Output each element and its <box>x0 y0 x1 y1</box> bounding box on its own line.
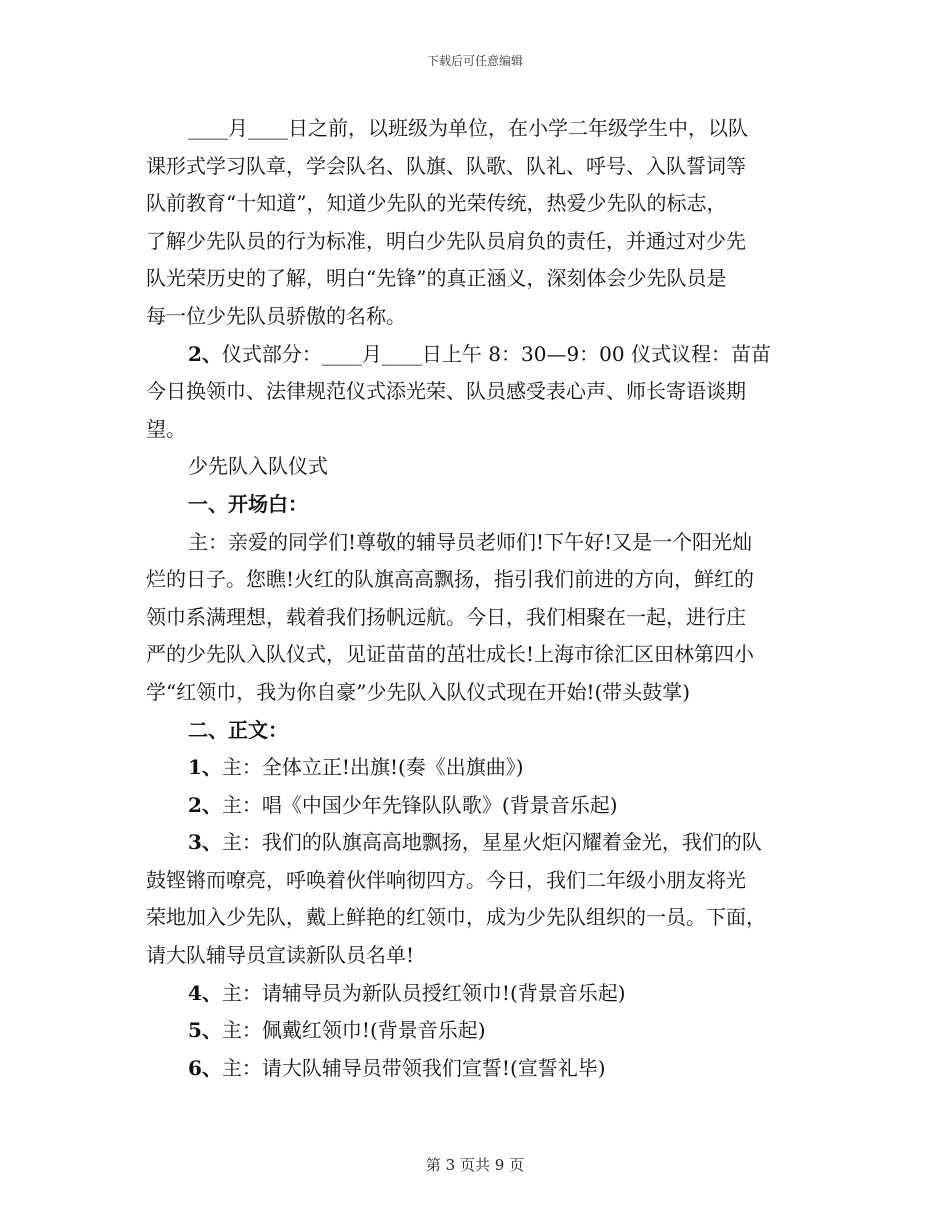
item-text: 主：请大队辅导员带领我们宣誓!(宣誓礼毕) <box>221 1055 606 1080</box>
paragraph-line: ____月____日之前，以班级为单位，在小学二年级学生中，以队 <box>188 116 748 140</box>
numbered-item <box>146 336 806 374</box>
item-text: 仪式部分：____月____日上午 8：30—9：00 仪式议程：苗苗 <box>221 341 771 366</box>
item-number: 2、 <box>188 792 222 817</box>
paragraph-line: 课形式学习队章，学会队名、队旗、队歌、队礼、呼号、入队誓词等 <box>146 153 746 178</box>
section-title: 少先队入队仪式 <box>188 454 328 479</box>
paragraph-line: 学“红领巾，我为你自豪”少先队入队仪式现在开始!(带头鼓掌) <box>146 679 691 704</box>
item-number: 5、 <box>188 1018 222 1043</box>
numbered-item <box>146 749 806 787</box>
item-number: 1、 <box>188 755 222 780</box>
item-text: 主：请辅导员为新队员授红领巾!(背景音乐起) <box>221 980 626 1005</box>
section-heading: 一、开场白： <box>188 491 308 516</box>
paragraph-line: 队光荣历史的了解，明白“先锋”的真正涵义，深刻体会少先队员是 <box>146 266 727 291</box>
paragraph-line: 主：亲爱的同学们!尊敬的辅导员老师们!下午好!又是一个阳光灿 <box>188 529 753 554</box>
paragraph-line: 荣地加入少先队，戴上鲜艳的红领巾，成为少先队组织的一员。下面， <box>146 905 766 930</box>
item-number: 4、 <box>188 980 222 1005</box>
document-body <box>146 110 806 1087</box>
paragraph-line: 了解少先队员的行为标准，明白少先队员肩负的责任，并通过对少先 <box>146 228 746 253</box>
section-heading: 二、正文： <box>188 717 288 742</box>
item-text: 主：佩戴红领巾!(背景音乐起) <box>221 1018 486 1043</box>
numbered-item <box>146 975 806 1013</box>
item-number: 6、 <box>188 1055 222 1080</box>
item-number: 3、 <box>188 830 222 855</box>
page-footer: 第 3 页共 9 页 <box>425 1156 525 1174</box>
paragraph-line: 今日换领巾、法律规范仪式添光荣、队员感受表心声、师长寄语谈期 <box>146 379 746 404</box>
paragraph-line: 望。 <box>146 416 186 441</box>
paragraph-line: 鼓铿锵而嘹亮，呼唤着伙伴响彻四方。今日，我们二年级小朋友将光 <box>146 867 746 892</box>
item-text: 主：全体立正!出旗!(奏《出旗曲》) <box>221 755 524 780</box>
numbered-item <box>146 824 806 862</box>
item-number: 2、 <box>188 341 222 366</box>
paragraph-line: 请大队辅导员宣读新队员名单! <box>146 943 415 968</box>
item-text: 主：唱《中国少年先锋队队歌》(背景音乐起) <box>221 792 618 817</box>
paragraph-line: 每一位少先队员骄傲的名称。 <box>146 303 406 328</box>
paragraph-line: 烂的日子。您瞧!火红的队旗高高飘扬，指引我们前进的方向，鲜红的 <box>146 567 755 592</box>
paragraph-line: 队前教育“十知道”，知道少先队的光荣传统，热爱少先队的标志， <box>146 191 727 216</box>
paragraph-line: 领巾系满理想，载着我们扬帆远航。今日，我们相聚在一起，进行庄 <box>146 604 746 629</box>
paragraph-line: 严的少先队入队仪式，见证苗苗的茁壮成长!上海市徐汇区田林第四小 <box>146 642 755 667</box>
numbered-item <box>146 1012 806 1050</box>
item-text: 主：我们的队旗高高地飘扬，星星火炬闪耀着金光，我们的队 <box>221 830 762 855</box>
page-header: 下载后可任意编辑 <box>426 54 523 68</box>
numbered-item <box>146 787 806 825</box>
numbered-item <box>146 1050 806 1088</box>
